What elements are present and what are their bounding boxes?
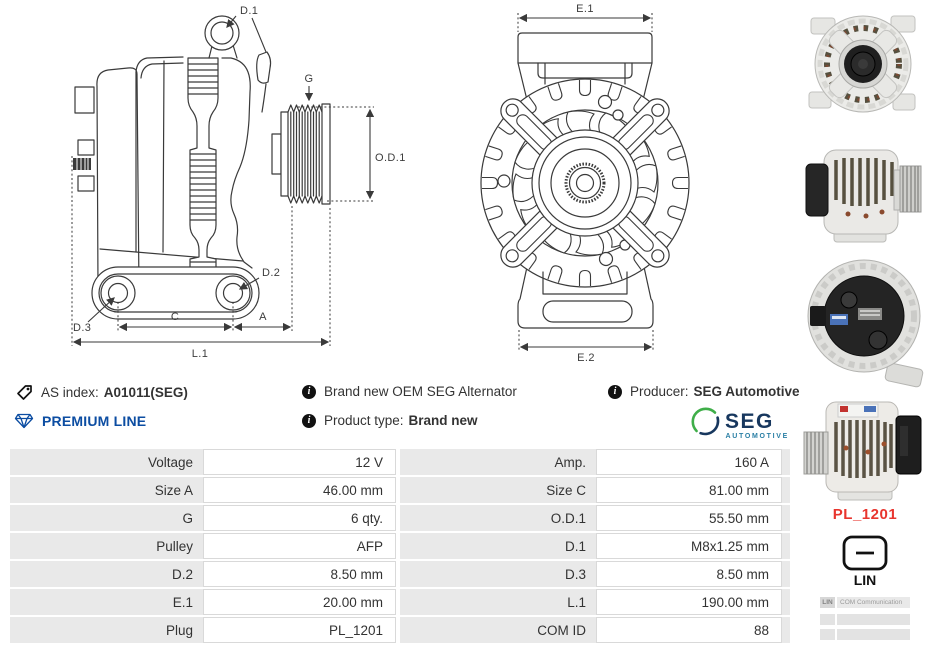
com-key: LIN: [820, 597, 835, 608]
com-value: COM Communication: [837, 597, 910, 608]
premium-line-row[interactable]: [14, 413, 146, 429]
com-communication-row: [820, 597, 910, 608]
spec-label: E.1: [10, 589, 203, 615]
rear-cover: [97, 68, 139, 298]
producer-label: Producer:: [630, 384, 689, 399]
spec-value: AFP: [203, 533, 396, 559]
front-bracket: [222, 52, 281, 262]
premium-line-label: PREMIUM LINE: [42, 413, 147, 429]
table-row: [10, 505, 790, 531]
stator-column: [188, 58, 218, 283]
spec-value: 20.00 mm: [203, 589, 396, 615]
label-d3: D.3: [73, 322, 92, 334]
spec-label: Amp.: [400, 449, 596, 475]
spec-value: 8.50 mm: [596, 561, 782, 587]
label-e1: E.1: [576, 3, 594, 15]
spec-value: 55.50 mm: [596, 505, 782, 531]
tag-icon: [16, 384, 33, 401]
label-c: C: [170, 311, 180, 323]
spec-value: 190.00 mm: [596, 589, 782, 615]
pulley: [281, 104, 330, 204]
side-view-drawing: [55, 0, 420, 372]
seg-logo-subtext: AUTOMOTIVE: [725, 433, 790, 440]
spec-value: 12 V: [203, 449, 396, 475]
spec-label: L.1: [400, 589, 596, 615]
spec-label: Size A: [10, 477, 203, 503]
spec-label: Voltage: [10, 449, 203, 475]
spec-label: Plug: [10, 617, 203, 643]
label-d1: D.1: [240, 5, 259, 17]
spec-label: G: [10, 505, 203, 531]
table-row: [10, 449, 790, 475]
spec-table: [10, 449, 790, 645]
top-lug: [205, 16, 239, 58]
spec-value: 88: [596, 617, 782, 643]
info-icon: i: [302, 385, 316, 399]
label-g: G: [304, 73, 314, 85]
table-row: [10, 561, 790, 587]
as-index-value: A01011(SEG): [103, 385, 188, 400]
diamond-icon: [14, 413, 34, 429]
spec-value: PL_1201: [203, 617, 396, 643]
label-e2: E.2: [577, 352, 595, 364]
hub-and-shaft: [532, 130, 638, 236]
plug-type-label: LIN: [853, 572, 877, 588]
as-index-label: AS index:: [41, 385, 99, 400]
dimension-OD1: [298, 107, 406, 201]
brand-new-row: [302, 384, 517, 399]
product-type-value: Brand new: [408, 413, 478, 428]
product-type-row: [302, 413, 478, 428]
spec-value: 160 A: [596, 449, 782, 475]
spec-value: 46.00 mm: [203, 477, 396, 503]
brand-new-text: Brand new OEM SEG Alternator: [324, 384, 517, 399]
product-photo-front[interactable]: [803, 10, 923, 118]
label-a: A: [259, 311, 267, 323]
spec-label: Size C: [400, 477, 596, 503]
spec-label: COM ID: [400, 617, 596, 643]
seg-automotive-logo: [687, 403, 791, 441]
product-photo-rear[interactable]: [802, 250, 925, 392]
placeholder-bar-row: [820, 614, 910, 625]
product-photo-side-right[interactable]: [800, 136, 927, 248]
dimension-E1: [518, 3, 652, 32]
label-l1: L.1: [191, 348, 209, 360]
spec-label: D.2: [10, 561, 203, 587]
front-view-drawing: [440, 0, 720, 372]
producer-value: SEG Automotive: [693, 384, 800, 399]
product-photo-side-left[interactable]: [800, 392, 927, 504]
spec-label: D.1: [400, 533, 596, 559]
table-row: [10, 533, 790, 559]
seg-logo-text: SEG: [725, 410, 774, 433]
info-icon: i: [302, 414, 316, 428]
spec-value: 8.50 mm: [203, 561, 396, 587]
spec-value: 6 qty.: [203, 505, 396, 531]
table-row: [10, 617, 790, 643]
dimension-G: [305, 73, 314, 100]
label-d2: D.2: [262, 267, 281, 279]
placeholder-bar-row: [820, 629, 910, 640]
producer-row: [608, 384, 800, 399]
info-icon: i: [608, 385, 622, 399]
table-row: [10, 589, 790, 615]
product-type-label: Product type:: [324, 413, 404, 428]
spec-label: O.D.1: [400, 505, 596, 531]
plug-connector-icon: [841, 534, 889, 572]
table-row: [10, 477, 790, 503]
spec-value: 81.00 mm: [596, 477, 782, 503]
plug-code[interactable]: PL_1201: [832, 506, 898, 523]
rear-terminals: [73, 87, 94, 191]
as-index-row: [16, 384, 188, 401]
label-od1: O.D.1: [375, 152, 406, 164]
dimension-E2: [519, 330, 653, 364]
spec-label: Pulley: [10, 533, 203, 559]
spec-label: D.3: [400, 561, 596, 587]
spec-value: M8x1.25 mm: [596, 533, 782, 559]
